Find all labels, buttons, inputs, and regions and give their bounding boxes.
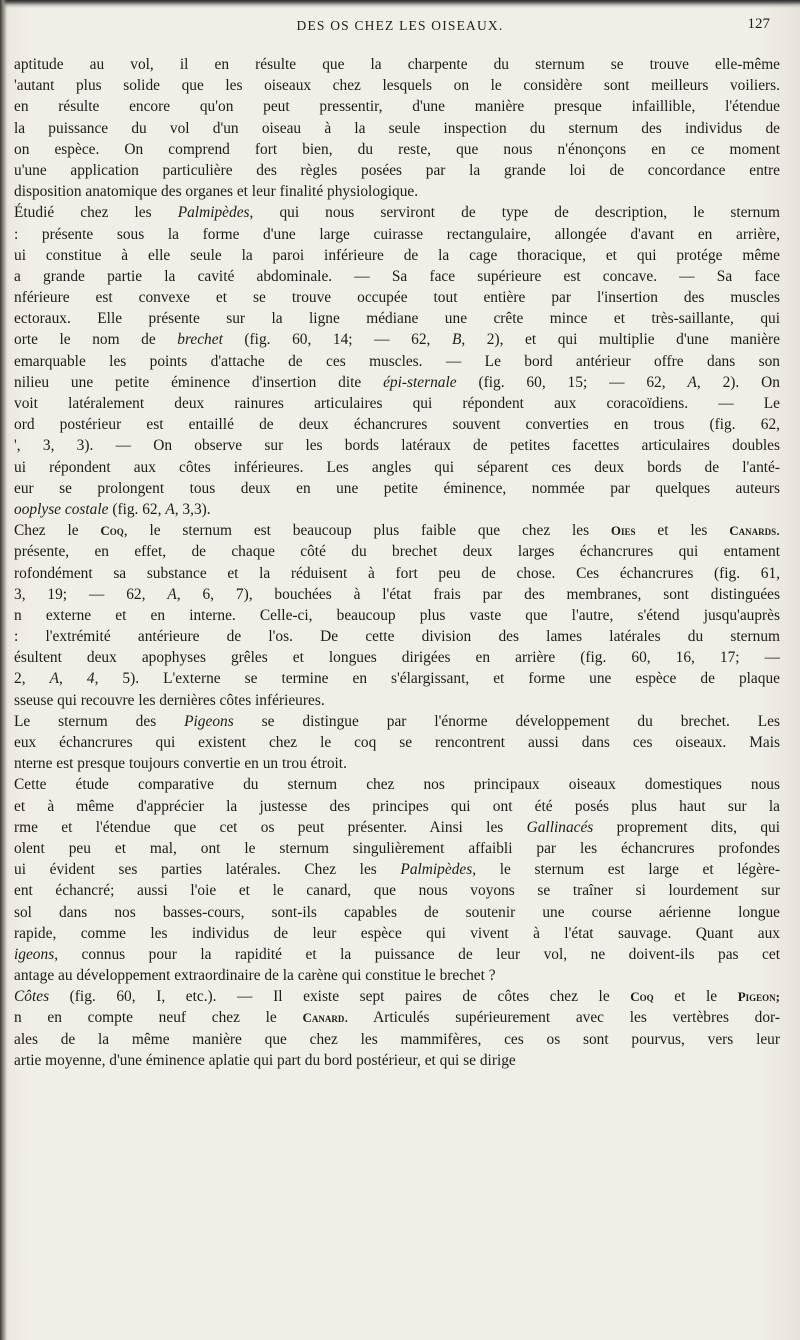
text-run: (fig. 60, 14; — 62, xyxy=(222,331,452,349)
italic-text: 4 xyxy=(86,670,95,688)
text-line xyxy=(14,732,780,753)
text-line xyxy=(14,626,780,647)
text-run: 'autant plus solide que les oiseaux chez lesquels on le considère sont meilleurs voiliers. xyxy=(14,77,780,95)
text-run: Cette étude comparative du sternum chez nos principaux oiseaux domestiques nous xyxy=(14,776,780,794)
text-line xyxy=(14,880,780,901)
text-run: emarquable les points d'attache de ces muscles. — Le bord antérieur offre dans son xyxy=(14,352,780,370)
text-run: et les xyxy=(635,522,730,540)
paragraph xyxy=(14,986,780,1071)
text-run: la puissance du vol d'un oiseau à la seule inspection du sternum des individus de xyxy=(14,119,780,137)
text-line xyxy=(14,838,780,859)
small-caps-text: Canards xyxy=(729,523,777,539)
text-line xyxy=(14,563,780,584)
text-run: , 2). On xyxy=(696,373,780,391)
text-run: eux échancrures qui existent chez le coq se rencontrent aussi dans ces oiseaux. Mais xyxy=(14,734,780,751)
text-run: n externe et en interne. Celle-ci, beaucoup plus vaste que l'autre, s'étend jusqu'auprès xyxy=(14,606,780,624)
text-line xyxy=(14,118,780,139)
text-line xyxy=(14,817,780,838)
italic-text: ooplyse costale xyxy=(14,500,109,518)
text-line xyxy=(14,308,780,329)
binding-shadow xyxy=(0,0,7,1340)
text-run: . xyxy=(776,522,780,540)
text-line xyxy=(14,54,780,75)
italic-text: A xyxy=(49,670,59,688)
text-run: aptitude au vol, il en résulte que la charpente du sternum se trouve elle-même xyxy=(14,56,780,73)
italic-text: A xyxy=(687,373,697,391)
text-run: ui évident ses parties latérales. Chez les xyxy=(14,861,401,879)
text-run: rapide, comme les individus de leur espèce qui vivent à l'état sauvage. Quant aux xyxy=(14,924,780,942)
text-line xyxy=(14,859,780,880)
text-line xyxy=(14,1050,780,1071)
text-line xyxy=(14,902,780,923)
text-run: 2, xyxy=(14,670,50,688)
text-line xyxy=(14,414,780,435)
italic-text: Gallinacés xyxy=(526,818,594,836)
paragraph xyxy=(14,711,780,775)
text-run: ésultent deux apophyses grêles et longues dirigées en arrière (fig. 60, 16, 17; — xyxy=(14,649,780,667)
text-run: se distingue par l'énorme développement du brechet. Les xyxy=(233,712,780,730)
small-caps-text: Oies xyxy=(610,523,636,539)
text-run: : l'extrémité antérieure de l'os. De cette division des lames latérales du sternum xyxy=(14,628,780,646)
text-line xyxy=(14,329,780,350)
text-run: , le sternum est large et légère- xyxy=(472,861,780,879)
text-line xyxy=(14,287,780,308)
text-line xyxy=(14,965,780,986)
text-run: nterne est presque toujours convertie en un trou étroit. xyxy=(14,755,347,773)
italic-text: A xyxy=(165,500,175,518)
text-run: voit latéralement deux rainures articulaires qui répondent aux coracoïdiens. — Le xyxy=(14,395,780,412)
text-line xyxy=(14,796,780,817)
text-run: antage au développement extraordinaire de la carène qui constitue le brechet ? xyxy=(14,967,496,985)
paragraph xyxy=(14,774,780,986)
italic-text: igeons xyxy=(14,945,55,963)
text-run: a grande partie la cavité abdominale. — Sa face supérieure est concave. — Sa face xyxy=(14,267,780,285)
text-line xyxy=(14,944,780,965)
text-run: , 3,3). xyxy=(174,500,211,518)
italic-text: Palmipèdes xyxy=(177,204,250,222)
text-run: en résulte encore qu'on peut pressentir, d'une manière presque infaillible, l'étendue xyxy=(14,98,780,116)
text-run: et le xyxy=(653,988,738,1006)
text-run: eur se prolongent tous deux en une petite éminence, nommée par quelques auteurs xyxy=(14,479,780,497)
text-line xyxy=(14,499,780,520)
text-line xyxy=(14,605,780,626)
text-run: , qui nous serviront de type de description, le sternum xyxy=(249,204,780,222)
small-caps-text: Pigeon; xyxy=(737,989,780,1005)
text-line xyxy=(14,224,780,245)
text-run: Chez le xyxy=(14,522,101,540)
text-line xyxy=(14,520,780,541)
text-run: disposition anatomique des organes et leur finalité physiologique. xyxy=(14,183,419,201)
text-line xyxy=(14,647,780,668)
page-header xyxy=(30,14,770,44)
text-run: orte le nom de xyxy=(14,331,178,349)
text-run: u'une application particulière des règles posées par la grande loi de concordance entre xyxy=(14,161,780,179)
text-line xyxy=(14,690,780,711)
top-edge-shadow xyxy=(0,0,800,8)
text-line xyxy=(14,139,780,160)
text-line xyxy=(14,245,780,266)
text-line xyxy=(14,584,780,605)
italic-text: brechet xyxy=(177,331,223,349)
text-line xyxy=(14,435,780,456)
text-line xyxy=(14,1029,780,1050)
text-run: , connus pour la rapidité et la puissance de leur vol, ne doivent-ils pas cet xyxy=(54,945,780,963)
text-line xyxy=(14,393,780,414)
text-run: , le sternum est beaucoup plus faible que chez les xyxy=(123,522,611,540)
page-number: 127 xyxy=(747,16,770,32)
running-title: DES OS CHEZ LES OISEAUX. xyxy=(296,18,504,33)
text-run: et à même d'apprécier la justesse des principes qui ont été posés plus haut sur la xyxy=(14,797,780,815)
text-run: sol dans nos basses-cours, sont-ils capables de soutenir une course aérienne longue xyxy=(14,903,780,921)
paragraph xyxy=(14,520,780,711)
italic-text: A xyxy=(167,585,177,603)
text-line xyxy=(14,478,780,499)
text-line xyxy=(14,266,780,287)
text-line xyxy=(14,351,780,372)
body-text xyxy=(14,54,780,1071)
text-run: : présente sous la forme d'une large cuirasse rectangulaire, allongée d'avant en arrière, xyxy=(14,225,780,243)
text-line xyxy=(14,774,780,795)
text-run: ent échancré; aussi l'oie et le canard, que nous voyons se traîner si lourdement sur xyxy=(14,882,780,900)
text-run: ectoraux. Elle présente sur la ligne médiane une crête mince et très-saillante, qui xyxy=(14,310,780,328)
text-run: (fig. 60, I, etc.). — Il existe sept paires de côtes chez le xyxy=(49,988,631,1006)
text-run: n en compte neuf chez le xyxy=(14,1009,303,1027)
text-line xyxy=(14,1007,780,1028)
small-caps-text: Coq xyxy=(630,989,654,1005)
text-run: (fig. 60, 15; — 62, xyxy=(456,373,688,391)
italic-text: Pigeons xyxy=(184,712,234,730)
text-run: Étudié chez les xyxy=(14,204,178,222)
paragraph xyxy=(14,54,780,202)
text-line xyxy=(14,457,780,478)
text-run: , xyxy=(58,670,87,688)
text-run: nférieure est convexe et se trouve occupée tout entière par l'insertion des muscles xyxy=(14,289,780,307)
text-line xyxy=(14,753,780,774)
text-run: ui répondent aux côtes inférieures. Les angles qui séparent ces deux bords de l'anté- xyxy=(14,458,780,476)
text-line xyxy=(14,181,780,202)
text-run: ui constitue à elle seule la paroi inférieure de la cage thoracique, et qui protége même xyxy=(14,246,780,264)
text-line xyxy=(14,541,780,562)
text-line xyxy=(14,96,780,117)
italic-text: épi-sternale xyxy=(383,373,457,391)
text-run: olent peu et mal, ont le sternum singulièrement affaibli par les échancrures profondes xyxy=(14,839,780,857)
text-line xyxy=(14,372,780,393)
text-line xyxy=(14,160,780,181)
text-line xyxy=(14,202,780,223)
text-run: artie moyenne, d'une éminence aplatie qui part du bord postérieur, et qui se dirige xyxy=(14,1051,516,1069)
text-run: 3, 19; — 62, xyxy=(14,585,168,603)
text-line xyxy=(14,711,780,732)
text-run: ales de la même manière que chez les mammifères, ces os sont pourvus, vers leur xyxy=(14,1030,780,1048)
text-run: . Articulés supérieurement avec les vertèbres dor- xyxy=(344,1009,780,1027)
italic-text: Côtes xyxy=(14,988,50,1006)
text-run: présente, en effet, de chaque côté du brechet deux larges échancrures qui entament xyxy=(14,543,780,561)
text-run: sseuse qui recouvre les dernières côtes inférieures. xyxy=(14,691,325,709)
text-run: , 6, 7), bouchées à l'état frais par des membranes, sont distinguées xyxy=(176,585,780,603)
text-run: , 2), et qui multiplie d'une manière xyxy=(461,331,780,349)
text-run: (fig. 62, xyxy=(108,500,166,518)
text-run: , 5). L'externe se termine en s'élargissant, et forme une espèce de plaque xyxy=(94,670,780,688)
text-run: nilieu une petite éminence d'insertion dite xyxy=(14,373,384,391)
paragraph xyxy=(14,202,780,520)
text-run: ord postérieur est entaillé de deux échancrures souvent converties en trous (fig. 62, xyxy=(14,416,780,434)
text-run: rme et l'étendue que cet os peut présenter. Ainsi les xyxy=(14,818,527,836)
text-line xyxy=(14,923,780,944)
text-run: Le sternum des xyxy=(14,712,185,730)
text-run: on espèce. On comprend fort bien, du reste, que nous n'énonçons en ce moment xyxy=(14,140,780,158)
text-run: proprement dits, qui xyxy=(593,818,780,836)
italic-text: B xyxy=(451,331,462,349)
text-line xyxy=(14,75,780,96)
italic-text: Palmipèdes xyxy=(400,861,473,879)
small-caps-text: Canard xyxy=(302,1010,345,1026)
text-run: ', 3, 3). — On observe sur les bords latéraux de petites facettes articulaires doubles xyxy=(14,437,780,455)
small-caps-text: Coq xyxy=(100,523,124,539)
text-run: rofondément sa substance et la réduisent à fort peu de chose. Ces échancrures (fig. 61, xyxy=(14,564,780,582)
text-line xyxy=(14,986,780,1007)
text-line xyxy=(14,668,780,689)
